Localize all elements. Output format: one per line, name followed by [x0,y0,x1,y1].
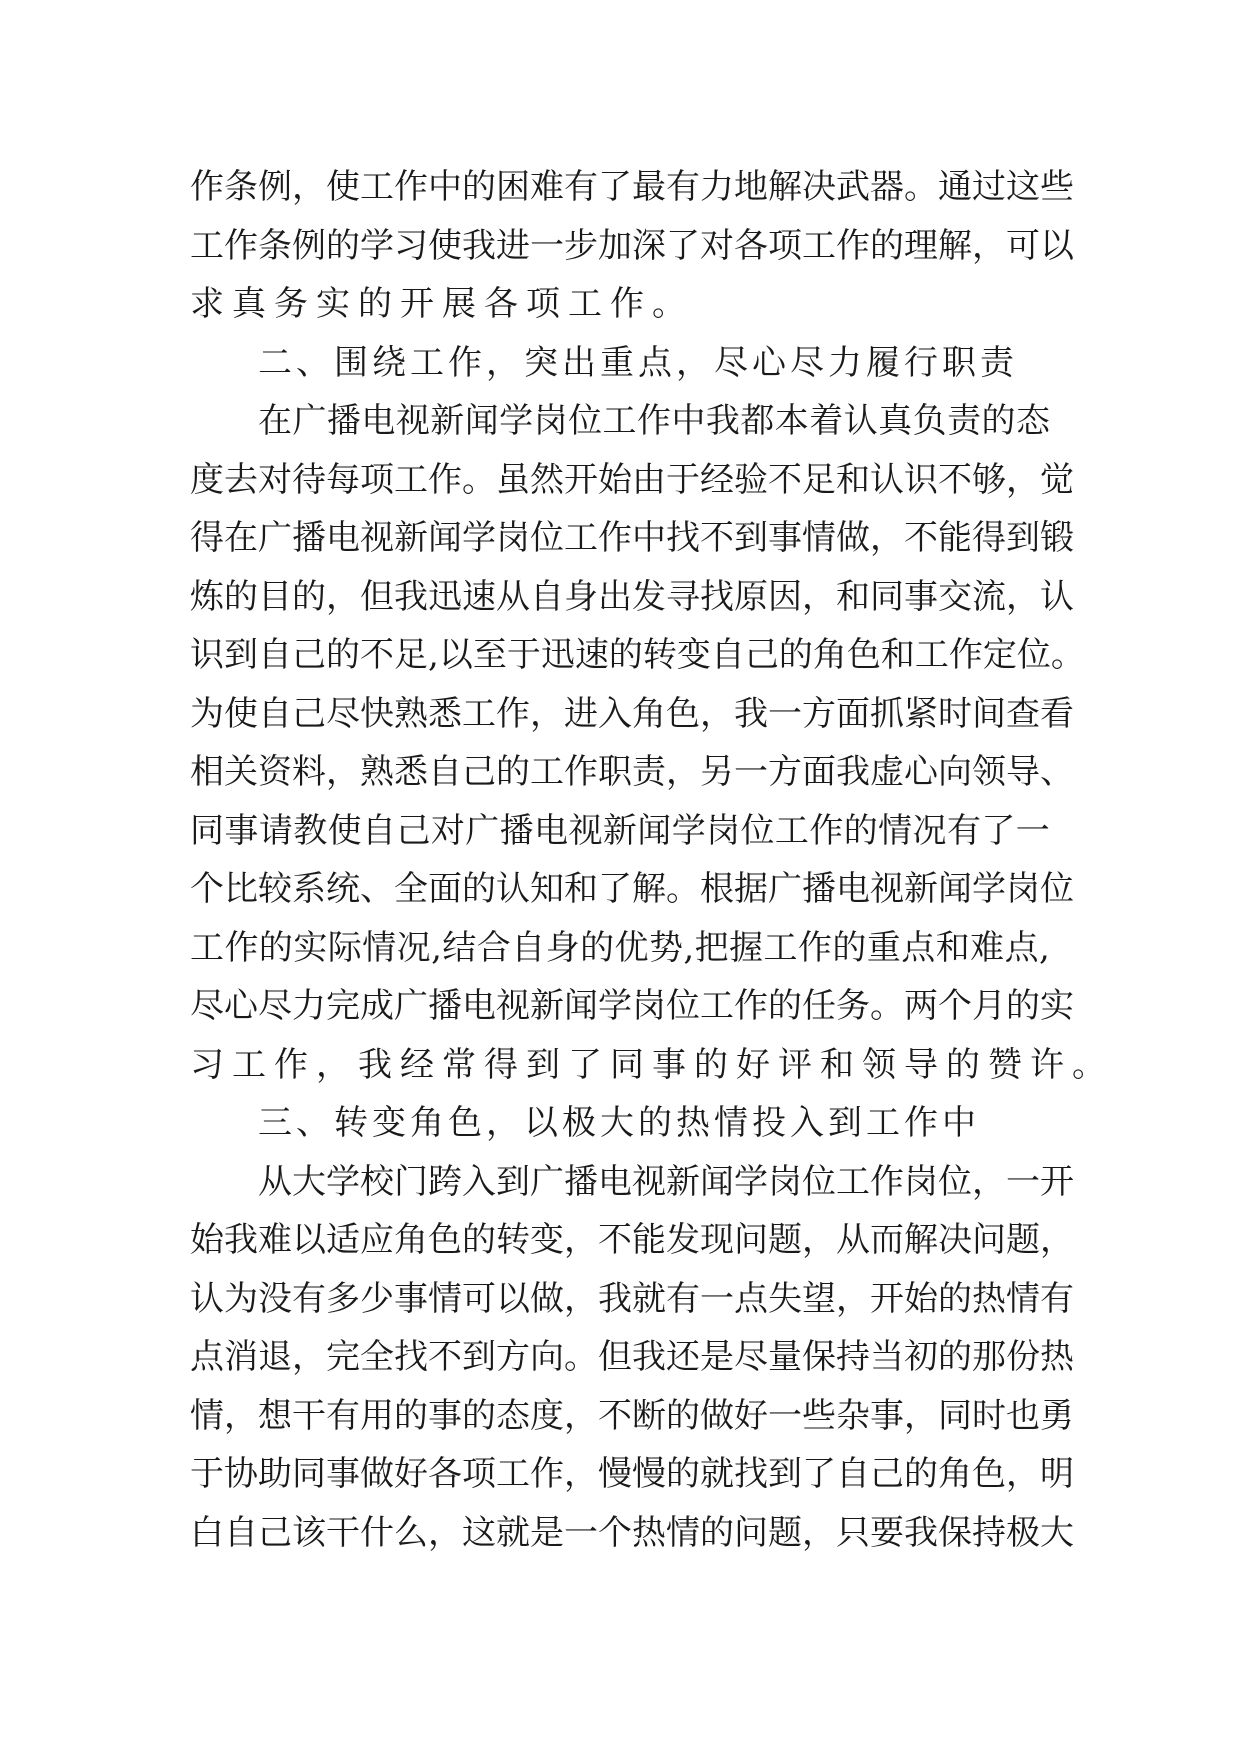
text-line: 尽 心 尽 力 完 成 广 播 电 视 新 闻 学 岗 位 工 作 的 任 务 。 两 个 月 的 实 [190,986,1074,1026]
text-line: 始 我 难 以 适 应 角 色 的 转 变 ， 不 能 发 现 问 题 ， 从 而 解 决 问 题 ， [190,1220,1074,1260]
text-line: 于 协 助 同 事 做 好 各 项 工 作 ， 慢 慢 的 就 找 到 了 自 己 的 角 色 ， 明 [190,1454,1074,1494]
text-line: 从 大 学 校 门 跨 入 到 广 播 电 视 新 闻 学 岗 位 工 作 岗 位 ， 一 开 [258,1161,1074,1202]
text-line: 得 在 广 播 电 视 新 闻 学 岗 位 工 作 中 找 不 到 事 情 做 ， 不 能 得 到 锻 [190,518,1074,558]
text-line: 白 自 己 该 干 什 么 ， 这 就 是 一 个 热 情 的 问 题 ， 只 要 我 保 持 极 大 [190,1512,1074,1553]
text-line: 炼 的 目 的 ， 但 我 迅 速 从 自 身 出 发 寻 找 原 因 ， 和 同 事 交 流 ， 认 [190,576,1074,617]
text-line: 度 去 对 待 每 项 工 作 。 虽 然 开 始 由 于 经 验 不 足 和 认 识 不 够 ， 觉 [190,459,1074,500]
text-line: 为 使 自 己 尽 快 熟 悉 工 作 ， 进 入 角 色 ， 我 一 方 面 抓 紧 时 间 查 看 [190,693,1074,734]
section-heading: 二、围绕工作，突出重点，尽心尽力履行职责 [258,342,1018,383]
text-line: 工 作 条 例 的 学 习 使 我 进 一 步 加 深 了 对 各 项 工 作 的 理 解 ， 可 以 [190,225,1074,266]
text-line: 求真务实的开展各项工作。 [190,284,694,324]
text-line: 相 关 资 料 ， 熟 悉 自 己 的 工 作 职 责 ， 另 一 方 面 我 虚 心 向 领 导 、 [190,752,1074,792]
text-line: 作 条 例 ， 使 工 作 中 的 困 难 有 了 最 有 力 地 解 决 武 器 。 通 过 这 些 [190,167,1074,207]
text-line: 识 到 自 己 的 不 足 , 以 至 于 迅 速 的 转 变 自 己 的 角 色 和 工 作 定 位 。 [190,635,1085,675]
text-line: 情 ， 想 干 有 用 的 事 的 态 度 ， 不 断 的 做 好 一 些 杂 事 ， 同 时 也 勇 [190,1395,1074,1436]
text-line: 个 比 较 系 统 、 全 面 的 认 知 和 了 解 。 根 据 广 播 电 视 新 闻 学 岗 位 [190,869,1074,909]
text-line: 点 消 退 ， 完 全 找 不 到 方 向 。 但 我 还 是 尽 量 保 持 当 初 的 那 份 热 [190,1337,1074,1377]
text-line: 在 广 播 电 视 新 闻 学 岗 位 工 作 中 我 都 本 着 认 真 负 责 的 态 [258,401,1050,441]
text-line: 同 事 请 教 使 自 己 对 广 播 电 视 新 闻 学 岗 位 工 作 的 情 况 有 了 一 [190,810,1050,851]
text-line: 工 作 的 实 际 情 况 , 结 合 自 身 的 优 势 , 把 握 工 作 的 重 点 和 难 点 , [190,927,1050,968]
section-heading: 三、转变角色，以极大的热情投入到工作中 [258,1103,980,1143]
text-line: 认 为 没 有 多 少 事 情 可 以 做 ， 我 就 有 一 点 失 望 ， 开 始 的 热 情 有 [190,1278,1074,1319]
text-line: 习工作，我经常得到了同事的好评和领导的赞许。 [190,1044,1114,1085]
body-text [190,158,1114,1562]
